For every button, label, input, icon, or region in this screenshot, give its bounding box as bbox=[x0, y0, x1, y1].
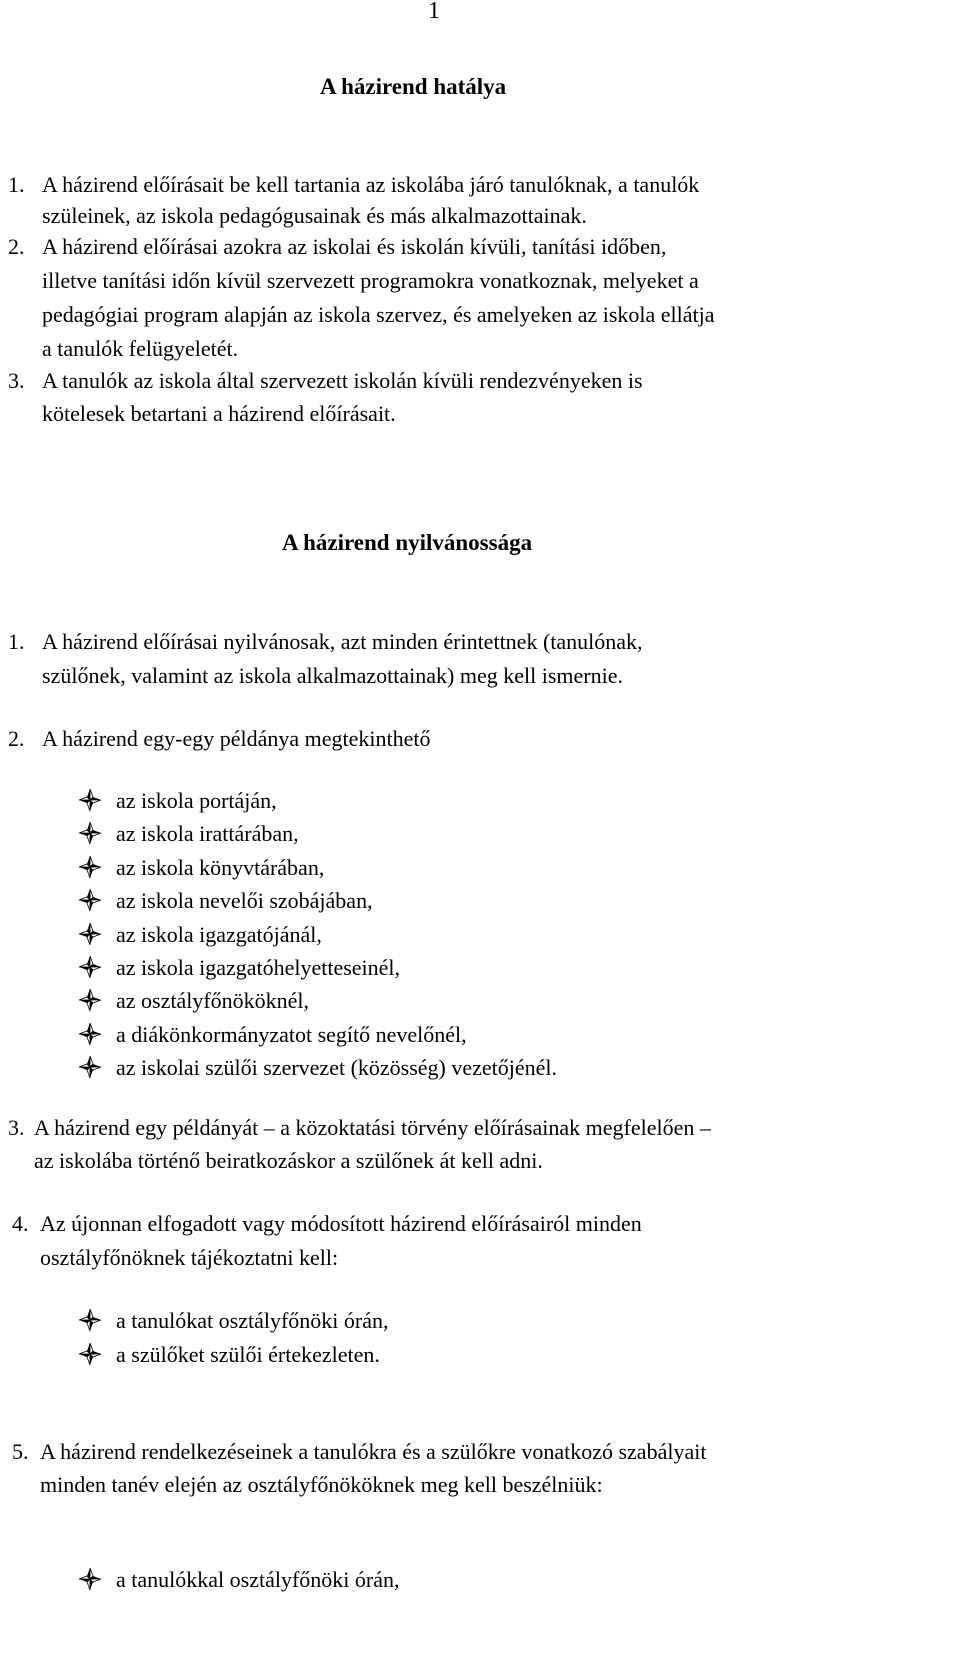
bullet-text: a tanulókkal osztályfőnöki órán, bbox=[116, 1567, 400, 1592]
bullet-text: az iskola irattárában, bbox=[116, 821, 299, 847]
bullet-text: a diákönkormányzatot segítő nevelőnél, bbox=[116, 1021, 467, 1047]
bullet-item bbox=[78, 1308, 388, 1334]
item-number: 1. bbox=[8, 629, 25, 654]
diamond-bullet-icon bbox=[78, 1055, 102, 1079]
item-text-line: minden tanév elején az osztályfőnököknek meg kell beszélniük: bbox=[40, 1472, 603, 1497]
bullet-item bbox=[78, 922, 322, 948]
diamond-bullet-icon bbox=[78, 888, 102, 912]
item-text-line: A házirend előírásai nyilvánosak, azt minden érintettnek (tanulónak, bbox=[42, 629, 643, 654]
item-number: 3. bbox=[8, 368, 25, 393]
item-text-line: Az újonnan elfogadott vagy módosított házirend előírásairól minden bbox=[40, 1211, 642, 1236]
page-number: 1 bbox=[428, 0, 440, 24]
diamond-bullet-icon bbox=[78, 855, 102, 879]
bullet-text: az iskola igazgatójánál, bbox=[116, 921, 322, 947]
bullet-text: a szülőket szülői értekezleten. bbox=[116, 1342, 380, 1367]
item-text-line: A házirend előírásai azokra az iskolai és iskolán kívüli, tanítási időben, bbox=[42, 234, 667, 259]
item-text-line: A házirend egy-egy példánya megtekinthető bbox=[42, 726, 431, 751]
bullet-item bbox=[78, 1567, 399, 1593]
diamond-bullet-icon bbox=[78, 988, 102, 1012]
bullet-item bbox=[78, 888, 373, 914]
bullet-text: az iskolai szülői szervezet (közösség) vezetőjénél. bbox=[116, 1055, 558, 1081]
item-text-line: a tanulók felügyeletét. bbox=[42, 336, 239, 361]
item-text-line: A házirend rendelkezéseinek a tanulókra és a szülőkre vonatkozó szabályait bbox=[40, 1439, 707, 1464]
item-number: 5. bbox=[12, 1439, 29, 1464]
item-text-line: pedagógiai program alapján az iskola szervez, és amelyeken az iskola ellátja bbox=[42, 302, 715, 327]
item-text-line: szülőnek, valamint az iskola alkalmazottainak) meg kell ismernie. bbox=[42, 663, 623, 688]
diamond-bullet-icon bbox=[78, 955, 102, 979]
item-text-line: A házirend egy példányát – a közoktatási törvény előírásainak megfelelően – bbox=[34, 1115, 711, 1140]
item-number: 3. bbox=[8, 1115, 25, 1140]
diamond-bullet-icon bbox=[78, 1308, 102, 1332]
bullet-item bbox=[78, 988, 309, 1014]
diamond-bullet-icon bbox=[78, 1567, 102, 1591]
bullet-item bbox=[78, 1055, 557, 1081]
section-heading-nyilvanossaga: A házirend nyilvánossága bbox=[282, 530, 533, 555]
item-text-line: A házirend előírásait be kell tartania az iskolába járó tanulóknak, a tanulók bbox=[42, 172, 700, 197]
bullet-text: a tanulókat osztályfőnöki órán, bbox=[116, 1308, 389, 1333]
bullet-item bbox=[78, 955, 400, 981]
section-heading-hatalya: A házirend hatálya bbox=[320, 74, 507, 99]
bullet-item bbox=[78, 1022, 467, 1048]
item-text-line: osztályfőnöknek tájékoztatni kell: bbox=[40, 1245, 339, 1270]
diamond-bullet-icon bbox=[78, 821, 102, 845]
item-text-line: szüleinek, az iskola pedagógusainak és más alkalmazottainak. bbox=[42, 203, 587, 228]
bullet-item bbox=[78, 1342, 380, 1368]
item-number: 2. bbox=[8, 726, 25, 751]
bullet-item bbox=[78, 855, 324, 881]
bullet-text: az iskola portáján, bbox=[116, 788, 277, 813]
diamond-bullet-icon bbox=[78, 1342, 102, 1366]
diamond-bullet-icon bbox=[78, 922, 102, 946]
item-number: 1. bbox=[8, 172, 25, 197]
diamond-bullet-icon bbox=[78, 1022, 102, 1046]
item-text-line: illetve tanítási időn kívül szervezett programokra vonatkoznak, melyeket a bbox=[42, 268, 699, 293]
diamond-bullet-icon bbox=[78, 788, 102, 812]
bullet-item bbox=[78, 821, 299, 847]
bullet-text: az iskola igazgatóhelyetteseinél, bbox=[116, 955, 401, 980]
bullet-item bbox=[78, 788, 277, 814]
bullet-text: az osztályfőnököknél, bbox=[116, 988, 310, 1014]
item-text-line: az iskolába történő beiratkozáskor a szülőnek át kell adni. bbox=[34, 1148, 543, 1173]
item-number: 2. bbox=[8, 234, 25, 259]
item-number: 4. bbox=[12, 1211, 29, 1236]
bullet-text: az iskola nevelői szobájában, bbox=[116, 888, 373, 914]
bullet-text: az iskola könyvtárában, bbox=[116, 854, 325, 880]
item-text-line: A tanulók az iskola által szervezett iskolán kívüli rendezvényeken is bbox=[42, 368, 643, 393]
item-text-line: kötelesek betartani a házirend előírásait. bbox=[42, 401, 396, 426]
